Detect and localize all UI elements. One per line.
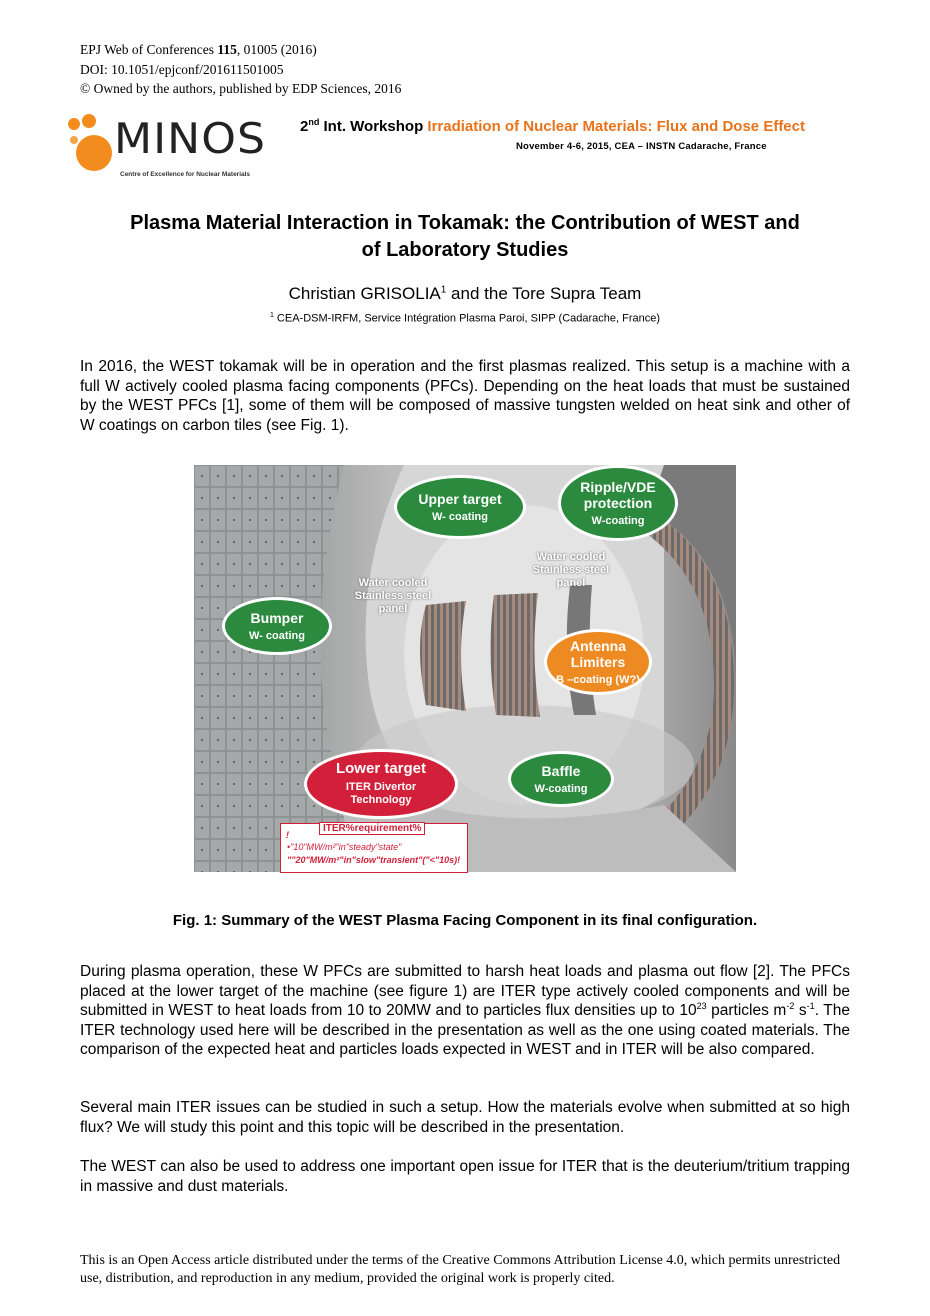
minos-logo-icon	[66, 113, 116, 173]
body-paragraph-1: In 2016, the WEST tokamak will be in operation and the first plasmas realized. This setup is a machine with a full W actively cooled plasma facing components (PFCs). Depending on the heat loads that must be sustained by the WEST PFCs [1], some of them will be composed of massive tungsten welded on heat sink and other of W coatings on carbon tiles (see Fig. 1).	[80, 358, 850, 434]
figure-caption: Fig. 1: Summary of the WEST Plasma Facing Component in its final configuration.	[172, 912, 758, 929]
paper-authors: Christian GRISOLIA$^1$ and the Tore Supra Team	[288, 284, 642, 303]
copyright-line: © Owned by the authors, published by EDP Sciences, 2016	[80, 81, 402, 96]
antenna-limiters-label: Antenna Limiters B –coating (W?)	[544, 629, 652, 695]
workshop-dates: November 4-6, 2015, CEA – INSTN Cadarache, France	[516, 141, 767, 152]
lower-target-label: Lower target ITER Divertor Technology	[304, 749, 458, 819]
bumper-label: Bumper W- coating	[222, 597, 332, 655]
logo-tagline: Centre of Excellence for Nuclear Materials	[120, 171, 251, 178]
body-paragraph-4: The WEST can also be used to address one important open issue for ITER that is the deuterium/tritium trapping in massive and dust materials.	[80, 1158, 850, 1195]
paper-title: Plasma Material Interaction in Tokamak: the Contribution of WEST and of Laboratory Studies	[130, 212, 800, 261]
upper-target-label: Upper target W- coating	[394, 475, 526, 539]
baffle-label: Baffle W-coating	[508, 751, 614, 807]
body-paragraph-2: During plasma operation, these W PFCs are submitted to harsh heat loads and plasma out flow [2]. The PFCs placed at the lower target of the machine (see figure 1) are ITER type actively cooled components and will be submitted in WEST to heat loads from 10 to 20MW and to particles flux densities up to $10^{23}$ particles $m^{-2}$ $s^{-1}$. The ITER technology used here will be described in the presentation as well as the one using coated materials. The comparison of the expected heat and particles loads expected in WEST and in ITER will be also compared.	[80, 963, 850, 1058]
west-pfc-figure	[194, 465, 736, 872]
journal-line: EPJ Web of Conferences 115, 01005 (2016)	[80, 42, 317, 57]
iter-requirement-box: ITER%requirement% ! •"10"MW/m²"in"steady"state" ""20"MW/m²"in"slow"transient"("<"10s)!	[280, 823, 468, 873]
workshop-title: 2nd Int. Workshop Irradiation of Nuclear Materials: Flux and Dose Effect	[300, 117, 805, 135]
paper-affiliation: $^1$ CEA-DSM-IRFM, Service Intégration Plasma Paroi, SIPP (Cadarache, France)	[269, 312, 661, 325]
doi-line: DOI: 10.1051/epjconf/201611501005	[80, 62, 284, 77]
body-paragraph-3: Several main ITER issues can be studied in such a setup. How the materials evolve when submitted at so high flux? We will study this point and this topic will be described in the presentation.	[80, 1099, 850, 1136]
minos-logo-word: MINOS	[114, 114, 267, 163]
ripple-protection-label: Ripple/VDE protection W-coating	[558, 465, 678, 541]
water-cooled-panel-left-label: Water cooled Stainless steel panel	[354, 577, 432, 615]
license-footer: This is an Open Access article distributed under the terms of the Creative Commons Attribution License 4.0, which permits unrestricted use, distribution, and reproduction in any medium, provided the original work is properly cited.	[80, 1253, 841, 1286]
water-cooled-panel-right-label: Water cooled Stainless steel panel	[532, 551, 610, 589]
